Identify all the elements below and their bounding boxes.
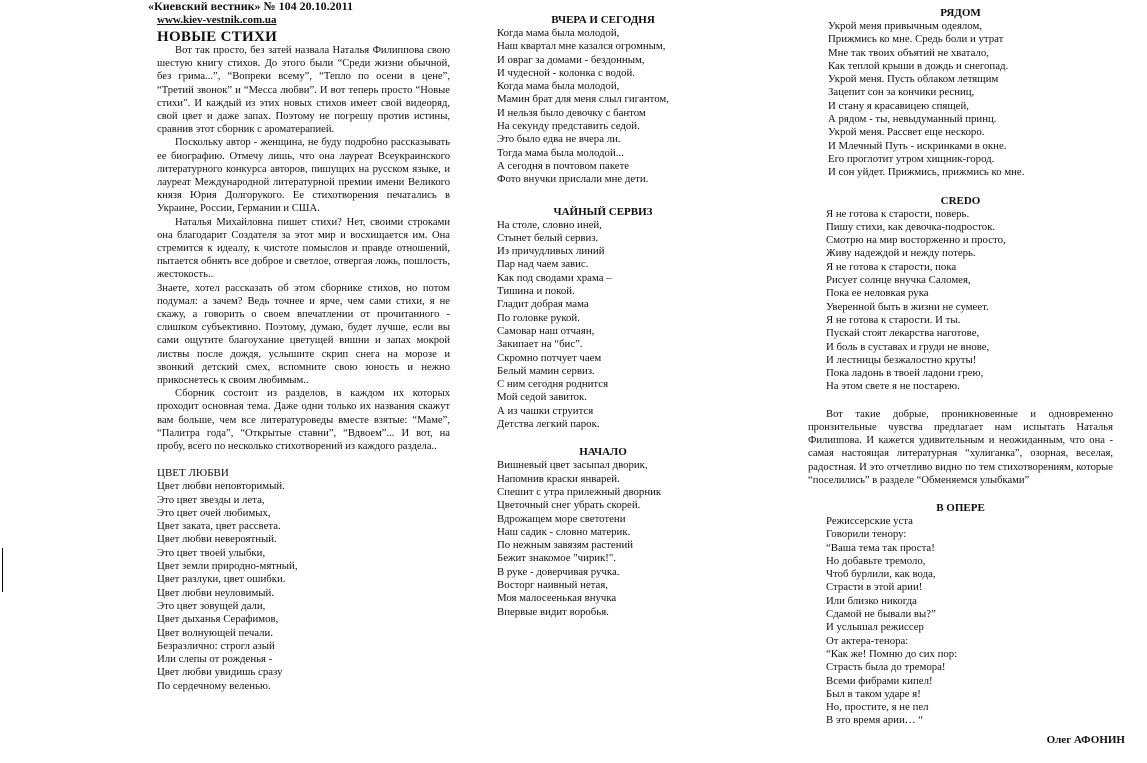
poem-line: Его проглотит утром хищник-город. <box>828 152 995 165</box>
poem-line: Но, простите, я не пел <box>826 701 929 714</box>
closing-paragraph: Вот такие добрые, проникновенные и одновременно пронзительные чувства предлагает нам испытать Наталья Филиппова. И кажется удивительным и неожиданным, что она - самая настоящая литературная “хулиганка”, озорная, веселая, радостная. И это отчетливо видно по тем стихотворениям, которые “поселились” в разделе “Обменяемся улыбками” <box>808 408 1113 486</box>
poem-title-tsvet-lyubvi: ЦВЕТ ЛЮБВИ <box>157 467 229 480</box>
column-right <box>808 6 1113 728</box>
poem-line: Когда мама была молодой, <box>497 27 620 39</box>
poem-line: Цвет земли природно-мятный, <box>157 560 298 573</box>
poem-credo <box>826 208 1113 394</box>
poem-v-opere <box>826 515 1113 728</box>
poem-line: Безразлично: строгл азый <box>157 639 275 652</box>
article-paragraph: Наталья Михайловна пишет стихи? Нет, своими строками она благодарит Создателя за этот мир и восхищается им. Она стремится к идеалу, к чистоте помыслов и правде отношений, пытается обнять все доброе и светлое, отвергая ложь, пошлость, жестокость.. <box>157 216 450 281</box>
poem-line: Напомнив краски январей. <box>497 472 620 485</box>
poem-line: Это цвет очей любимых, <box>157 506 271 519</box>
poem-line: Гладит добрая мама <box>497 298 589 311</box>
poem-chainy <box>497 219 709 432</box>
poem-line: Пускай стоят лекарства наготове, <box>826 327 980 340</box>
poem-line: Это цвет зовущей дали, <box>157 599 266 612</box>
poem-line: Впервые видит воробья. <box>497 605 609 618</box>
poem-line: А рядом - ты, невыдуманный принц. <box>828 113 997 126</box>
poem-line: Мне так твоих объятий не хватало, <box>828 46 989 59</box>
poem-line: Наш квартал мне казался огромным, <box>497 40 666 53</box>
poem-line: Тишина и покой. <box>497 285 575 298</box>
article-paragraph: Знаете, хотел рассказать об этом сборнике стихов, но потом подумал: а зачем? Ведь точнее и ярче, чем сами стихи, я не скажу, а говорить о своем впечатлении от прочитанного - слишком субъективно. Поэтому, думаю, будет лучше, если вы сами ощутите благоухание цветущей вишни и запах мокрой листвы после дождя, услышите скрип снега на морозе и звонкий детский смех, вспомните свою юность и нежно прикоснетесь к своим любимым.. <box>157 282 450 387</box>
poem-line: Вишневый цвет засыпал дворик, <box>497 459 648 472</box>
poem-line: Вдрожащем море светотени <box>497 512 626 525</box>
poem-line: Живу надеждой и нежду потерь. <box>826 247 976 260</box>
poem-line: Укрой меня. Рассвет еще нескоро. <box>828 126 985 139</box>
poem-line: Страсти в этой арии! <box>826 581 923 594</box>
poem-line: В руке - доверчивая ручка. <box>497 565 620 578</box>
poem-line: Пар над чаем завис. <box>497 258 589 271</box>
poem-line: От актера-тенора: <box>826 634 909 647</box>
poem-line: Цвет любви увидишь сразу <box>157 666 283 679</box>
masthead-url[interactable]: www.kiev-vestnik.com.ua <box>157 14 277 26</box>
poem-line: “Ваша тема так проста! <box>826 541 935 554</box>
poem-line: Фото внучки прислали мне дети. <box>497 173 649 186</box>
poem-line: Зацепит сон за кончики ресниц, <box>828 86 975 99</box>
author-signature: Олег АФОНИН <box>1046 734 1125 746</box>
poem-line: Мой седой завиток. <box>497 391 588 404</box>
poem-line: Тогда мама была молодой... <box>497 146 624 159</box>
poem-line: И сон уйдет. Прижмись, прижмись ко мне. <box>828 166 1025 179</box>
poem-line: А сегодня в почтовом пакете <box>497 159 630 172</box>
poem-line: Это цвет твоей улыбки, <box>157 546 266 559</box>
poem-line: На этом свете я не постарею. <box>826 380 960 393</box>
poem-line: Из причудливых линий <box>497 245 605 258</box>
poem-line: И чудесной - колонка с водой. <box>497 66 636 79</box>
poem-line: На столе, словно иней, <box>497 218 602 231</box>
poem-line: И нельзя было девочку с бантом <box>497 106 646 119</box>
poem-title-credo: CREDO <box>940 194 981 207</box>
poem-line: По головке рукой. <box>497 311 580 324</box>
column-middle <box>497 13 709 619</box>
poem-line: Восторг наивный нетая, <box>497 578 608 591</box>
poem-nachalo <box>497 459 709 619</box>
poem-line: И боль в суставах и груди не внове, <box>826 340 990 353</box>
poem-line: И овраг за домами - бездонным, <box>497 53 645 66</box>
margin-line <box>2 548 3 592</box>
poem-line: Прижмись ко мне. Средь боли и утрат <box>828 33 1004 46</box>
poem-line: И услышал режиссер <box>826 621 924 634</box>
poem-title-v-opere: В ОПЕРЕ <box>936 501 985 514</box>
poem-line: Всеми фибрами кипел! <box>826 674 933 687</box>
poem-title-nachalo: НАЧАЛО <box>579 446 627 459</box>
poem-line: Я не готова к старости. И ты. <box>826 313 961 326</box>
poem-line: Говорили тенору: <box>826 528 907 541</box>
poem-line: Наш садик - словно материк. <box>497 525 631 538</box>
article-paragraph: Сборник состоит из разделов, в каждом их которых проходит основная тема. Даже одни только их названия скажут вам больше, чем все литературоведы вместе взятые: “Маме”, “Палитра года”, “Открытые ставни”, “Вдвоем”... И вот, на пробу, всего по несколько стихотворений из каждого раздела.. <box>157 388 450 453</box>
poem-line: Цвет любви неповторимый. <box>157 480 285 493</box>
poem-line: “Как же! Помню до сих пор: <box>826 647 958 660</box>
poem-line: Укрой меня. Пусть облаком летящим <box>828 73 999 86</box>
poem-line: Укрой меня привычным одеялом, <box>828 20 983 32</box>
poem-line: И стану я красавицею спящей, <box>828 99 969 112</box>
article-title: НОВЫЕ СТИХИ <box>157 29 278 45</box>
poem-line: Стынет белый сервиз. <box>497 231 599 244</box>
poem-line: Скромно потчует чаем <box>497 351 602 364</box>
poem-line: Как под сводами храма – <box>497 271 612 284</box>
poem-line: Уверенной быть в жизни не сумеет. <box>826 300 989 313</box>
poem-line: В это время арии… “ <box>826 714 924 727</box>
poem-title-vchera: ВЧЕРА И СЕГОДНЯ <box>551 14 655 26</box>
poem-line: Цвет любви неуловимый. <box>157 586 275 599</box>
poem-line: Бежит знакомое "чирик!". <box>497 552 616 565</box>
poem-line: Белый мамин сервиз. <box>497 364 595 377</box>
poem-line: Цвет любви невероятный. <box>157 533 277 546</box>
poem-line: Страсть была до тремора! <box>826 661 946 674</box>
column-left <box>157 44 450 693</box>
poem-line: Пишу стихи, как девочка-подросток. <box>826 220 996 233</box>
poem-title-chainy: ЧАЙНЫЙ СЕРВИЗ <box>553 205 653 218</box>
poem-tsvet-lyubvi <box>157 480 450 693</box>
poem-line: Цветочный снег убрать скорей. <box>497 499 641 512</box>
poem-line: Но добавьте тремоло, <box>826 554 926 567</box>
poem-line: Цвет волнующей печали. <box>157 626 274 639</box>
poem-line: Рисует солнце внучка Саломея, <box>826 274 971 287</box>
poem-line: Пока ее неловкая рука <box>826 287 929 300</box>
poem-line: Сдамой не бывали вы?” <box>826 608 936 621</box>
poem-line: Режиссерские уста <box>826 514 913 527</box>
poem-vchera <box>497 27 709 187</box>
poem-line: И лестницы безжалостно круты! <box>826 353 977 366</box>
poem-line: Смотрю на мир восторженно и просто, <box>826 234 1006 247</box>
poem-line: Когда мама была молодой, <box>497 80 620 93</box>
poem-line: По нежным завязям растений <box>497 539 634 552</box>
poem-line: Как теплой крыши в дождь и снегопад. <box>828 59 1009 72</box>
poem-line: Спешит с утра прилежный дворник <box>497 485 662 498</box>
poem-ryadom <box>828 20 1113 180</box>
poem-line: По сердечному веленью. <box>157 679 271 692</box>
poem-line: И Млечный Путь - искринками в окне. <box>828 139 1007 152</box>
poem-line: Это было едва не вчера ли. <box>497 133 621 146</box>
poem-line: Самовар наш отчаян, <box>497 324 595 337</box>
poem-line: Или слепы от рожденья - <box>157 653 273 666</box>
poem-line: С ним сегодня роднится <box>497 378 609 391</box>
poem-line: Я не готова к старости, пока <box>826 260 957 273</box>
masthead-title: «Киевский вестник» № 104 20.10.2011 <box>148 0 353 13</box>
poem-line: Мамин брат для меня слыл гигантом, <box>497 93 669 106</box>
poem-line: Был в таком ударе я! <box>826 687 921 700</box>
poem-line: Это цвет звезды и лета, <box>157 493 265 506</box>
poem-line: Цвет заката, цвет рассвета. <box>157 520 281 533</box>
poem-line: Цвет дыханья Серафимов, <box>157 613 279 626</box>
article-paragraph: Вот так просто, без затей назвала Наталья Филиппова свою шестую книгу стихов. До этого были “Среди жизни обычной, без грима...”, “Вопреки всему”, “Тепло по осени в цене”, “Третий звонок” и “Месса любви”. И вот теперь просто “Новые стихи”. И каждый из этих новых стихов имеет свой видеоряд, свой цвет и даже запах. Поэтому не погрешу против истины, сравнив этот сборник с ароматерапией. <box>157 45 450 136</box>
poem-line: Чтоб бурлили, как вода, <box>826 568 936 581</box>
poem-line: Цвет разлуки, цвет ошибки. <box>157 573 286 586</box>
poem-line: Я не готова к старости, поверь. <box>826 207 970 220</box>
poem-line: А из чашки струится <box>497 404 594 417</box>
poem-line: Детства легкий парок. <box>497 418 600 431</box>
poem-line: Пока ладонь в твоей ладони грею, <box>826 367 984 380</box>
poem-line: На секунду представить седой. <box>497 120 640 133</box>
poem-line: Или близко никогда <box>826 594 917 607</box>
poem-line: Моя малосеенькая внучка <box>497 592 617 605</box>
poem-line: Закипает на “бис”. <box>497 338 583 351</box>
poem-title-ryadom: РЯДОМ <box>940 7 981 19</box>
article-paragraph: Поскольку автор - женщина, не буду подробно рассказывать ее биографию. Отмечу лишь, что она лауреат Всеукраинского литературного конкурса авторов, пишущих на русском языке, и лауреат Международной литературной премии имени Великого князя Юрия Долгорукого. Ее стихотворения печатались в Украине, России, Германии и США. <box>157 137 450 215</box>
